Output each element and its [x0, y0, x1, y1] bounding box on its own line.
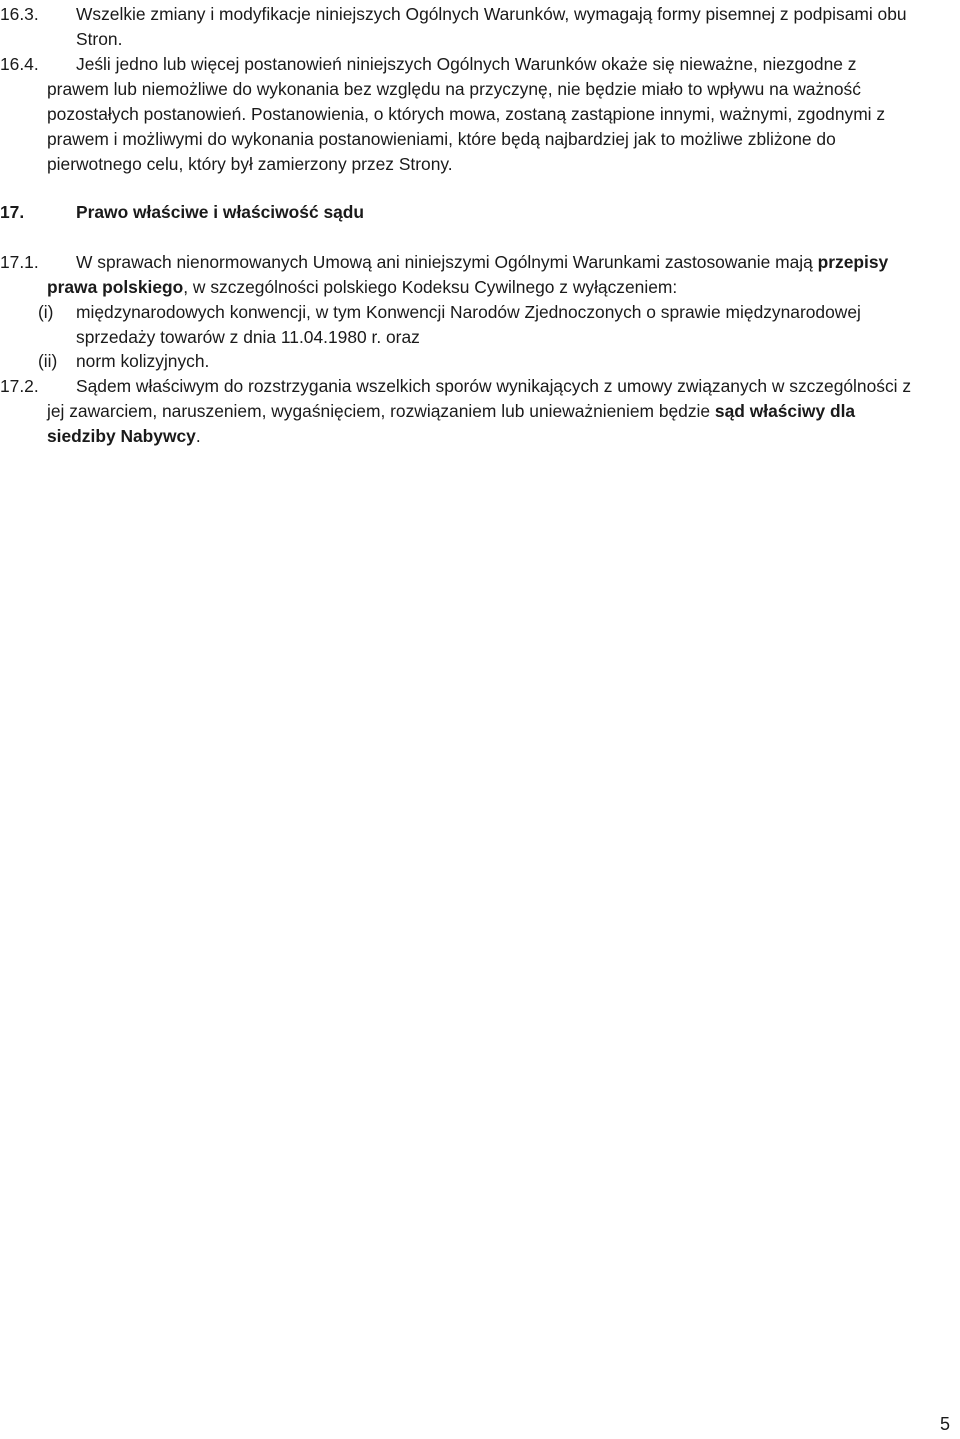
section-16-4-line-4: prawem i możliwymi do wykonania postanowieniami, które będą najbardziej jak to możliwe zbliżone do [47, 129, 836, 149]
section-17-2-line-2-text: jej zawarciem, naruszeniem, wygaśnięciem, rozwiązaniem lub unieważnieniem będzie [47, 401, 715, 421]
section-17-2-line-3 [47, 424, 201, 448]
section-17-1-number: 17.1. [0, 252, 39, 272]
section-17-number: 17. [0, 202, 25, 222]
section-17-1-line-2 [47, 275, 677, 299]
section-17-1-line-1 [76, 250, 888, 274]
list-item-i-marker: (i) [38, 302, 54, 322]
section-16-4-number: 16.4. [0, 54, 39, 74]
section-17-title: Prawo właściwe i właściwość sądu [76, 202, 365, 222]
section-16-4-line-3: pozostałych postanowień. Postanowienia, o których mowa, zostaną zastąpione innymi, ważnymi, zgodnymi z [47, 104, 886, 124]
section-17-1-line-2-bold: prawa polskiego [47, 277, 184, 297]
section-16-3-line-2: Stron. [76, 29, 123, 49]
section-17-2-number: 17.2. [0, 376, 39, 396]
section-17-2-line-2 [47, 399, 855, 423]
section-16-4-line-5: pierwotnego celu, który był zamierzony przez Strony. [47, 154, 453, 174]
section-17-2-line-1: Sądem właściwym do rozstrzygania wszelkich sporów wynikających z umowy związanych w szczególności z [76, 376, 912, 396]
section-17-2-line-3-text: . [195, 426, 201, 446]
section-16-3-number: 16.3. [0, 4, 39, 24]
section-17-1-line-1-bold: przepisy [817, 252, 889, 272]
list-item-i-line-1: międzynarodowych konwencji, w tym Konwencji Narodów Zjednoczonych o sprawie międzynarodowej [76, 302, 861, 322]
section-16-4-line-1: Jeśli jedno lub więcej postanowień niniejszych Ogólnych Warunków okaże się nieważne, niezgodne z [76, 54, 857, 74]
section-17-2-line-2-bold: sąd właściwy dla [714, 401, 856, 421]
section-16-3-line-1: Wszelkie zmiany i modyfikacje niniejszych Ogólnych Warunków, wymagają formy pisemnej z podpisami obu [76, 4, 907, 24]
section-17-1-line-2-text: , w szczególności polskiego Kodeksu Cywilnego z wyłączeniem: [183, 277, 678, 297]
list-item-ii-marker: (ii) [38, 351, 58, 371]
section-16-4-line-2: prawem lub niemożliwe do wykonania bez względu na przyczynę, nie będzie miało to wpływu na ważność [47, 79, 861, 99]
page-number: 5 [939, 1414, 950, 1434]
section-17-2-line-3-bold: siedziby Nabywcy [47, 426, 196, 446]
list-item-i-line-2: sprzedaży towarów z dnia 11.04.1980 r. oraz [76, 327, 420, 347]
section-17-1-line-1-text: W sprawach nienormowanych Umową ani niniejszymi Ogólnymi Warunkami zastosowanie mają [76, 252, 818, 272]
list-item-ii-line-1: norm kolizyjnych. [76, 351, 210, 371]
